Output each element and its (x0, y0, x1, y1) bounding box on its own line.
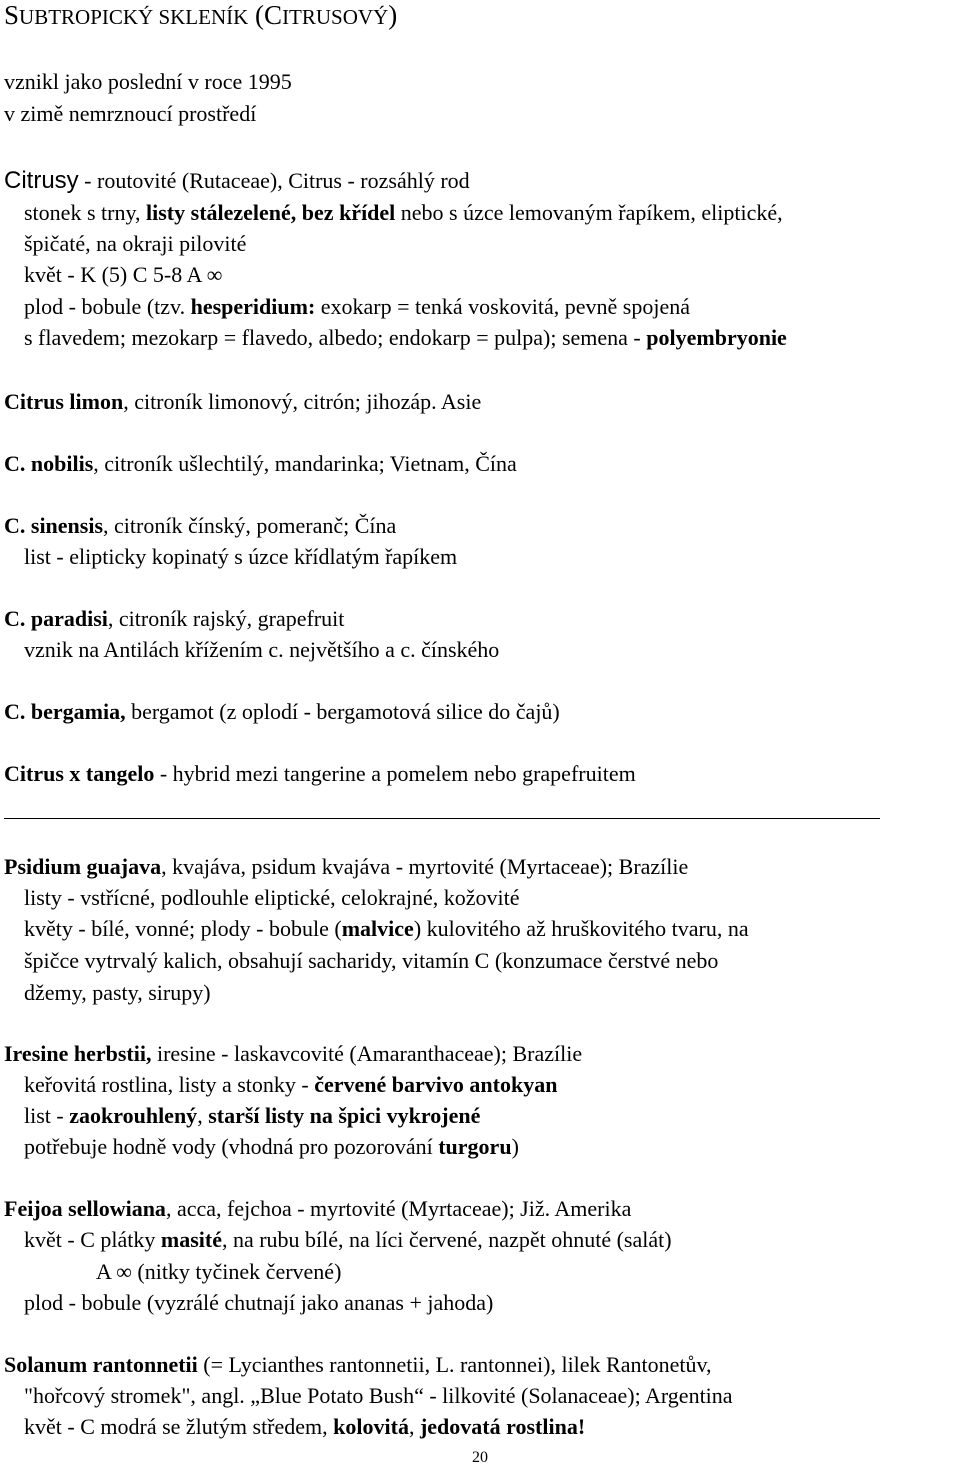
infinity-symbol: ∞ (116, 1259, 132, 1284)
feijoa-line-4: plod - bobule (vyzrálé chutnají jako ananas + jahoda) (24, 1290, 494, 1315)
citrusy-line-2: stonek s trny, listy stálezelené, bez křídel nebo s úzce lemovaným řapíkem, eliptické, (24, 200, 783, 225)
solanum-line-2: "hořcový stromek", angl. „Blue Potato Bush“ - lilkovité (Solanaceae); Argentina (24, 1383, 733, 1408)
iresine-line-3: list - zaokrouhlený, starší listy na špici vykrojené (24, 1103, 481, 1128)
citrusy-fruit-line: plod - bobule (tzv. hesperidium: exokarp = tenká voskovitá, pevně spojená (24, 294, 690, 319)
feijoa-line-3: A ∞ (nitky tyčinek červené) (96, 1259, 342, 1284)
psidium-line-4: špičce vytrvalý kalich, obsahují sacharidy, vitamín C (konzumace čerstvé nebo (24, 948, 719, 973)
iresine-heading: Iresine herbstii, iresine - laskavcovité (Amaranthaceae); Brazílie (4, 1041, 583, 1066)
species-citrus-limon: Citrus limon, citroník limonový, citrón; jihozáp. Asie (4, 389, 482, 414)
feijoa-heading: Feijoa sellowiana, acca, fejchoa - myrtovité (Myrtaceae); Již. Amerika (4, 1196, 632, 1221)
citrusy-flower-formula: květ - K (5) C 5-8 A ∞ (24, 262, 223, 287)
citrusy-line-3: špičaté, na okraji pilovité (24, 231, 247, 256)
species-citrus-x-tangelo: Citrus x tangelo - hybrid mezi tangerine a pomelem nebo grapefruitem (4, 761, 636, 786)
citrusy-heading: Citrusy - routovité (Rutaceae), Citrus - rozsáhlý rod (4, 167, 470, 194)
solanum-heading: Solanum rantonnetii (= Lycianthes rantonnetii, L. rantonnei), lilek Rantonetův, (4, 1352, 712, 1377)
iresine-line-2: keřovitá rostlina, listy a stonky - červené barvivo antokyan (24, 1072, 558, 1097)
psidium-heading: Psidium guajava, kvajáva, psidum kvajáva - myrtovité (Myrtaceae); Brazílie (4, 854, 689, 879)
intro-line-1: vznikl jako poslední v roce 1995 (4, 69, 292, 94)
section-divider (4, 818, 880, 819)
species-c-paradisi: C. paradisi, citroník rajský, grapefruit (4, 606, 345, 631)
infinity-symbol: ∞ (206, 262, 223, 287)
psidium-line-5: džemy, pasty, sirupy) (24, 980, 211, 1005)
solanum-line-3: květ - C modrá se žlutým středem, kolovitá, jedovatá rostlina! (24, 1414, 586, 1439)
species-c-nobilis: C. nobilis, citroník ušlechtilý, mandarinka; Vietnam, Čína (4, 451, 517, 476)
intro-line-2: v zimě nemrznoucí prostředí (4, 101, 257, 126)
species-c-bergamia: C. bergamia, bergamot (z oplodí - bergamotová silice do čajů) (4, 699, 560, 724)
iresine-line-4: potřebuje hodně vody (vhodná pro pozorování turgoru) (24, 1134, 519, 1159)
page-number: 20 (472, 1449, 488, 1466)
feijoa-line-2: květ - C plátky masité, na rubu bílé, na líci červené, nazpět ohnuté (salát) (24, 1227, 672, 1252)
page-title: SUBTROPICKÝ SKLENÍK (CITRUSOVÝ) (4, 0, 398, 30)
citrusy-seed-line: s flavedem; mezokarp = flavedo, albedo; endokarp = pulpa); semena - polyembryonie (24, 325, 787, 350)
species-c-paradisi-note: vznik na Antilách křížením c. největšího a c. čínského (24, 637, 500, 662)
species-c-sinensis: C. sinensis, citroník čínský, pomeranč; Čína (4, 513, 397, 538)
species-c-sinensis-note: list - elipticky kopinatý s úzce křídlatým řapíkem (24, 544, 458, 569)
psidium-line-2: listy - vstřícné, podlouhle eliptické, celokrajné, kožovité (24, 885, 520, 910)
psidium-line-3: květy - bílé, vonné; plody - bobule (malvice) kulovitého až hruškovitého tvaru, na (24, 916, 749, 941)
